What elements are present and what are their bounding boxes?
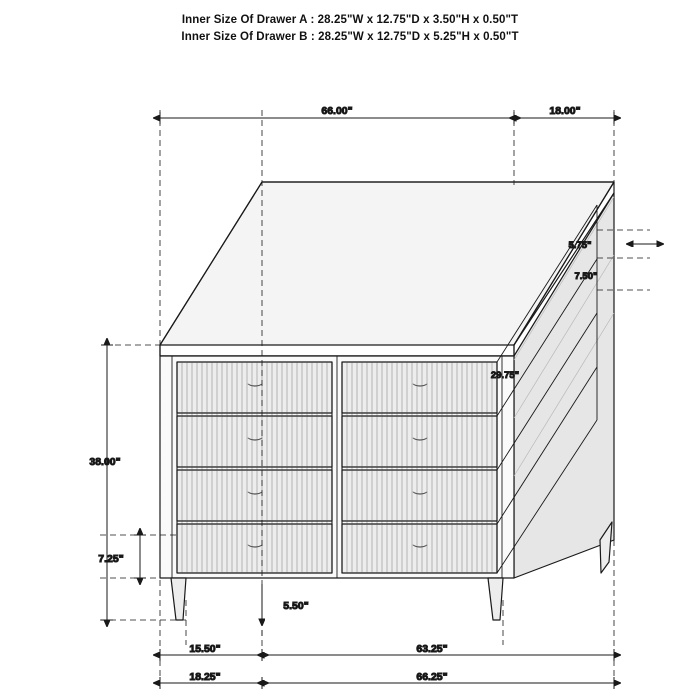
leg-front-right	[488, 578, 503, 620]
dim-label-total-height: 38.00"	[89, 456, 121, 468]
drawer-right-3[interactable]	[342, 470, 497, 521]
dim-label-drawer-mid: 7.50"	[574, 271, 598, 282]
drawer-b-spec: Inner Size Of Drawer B : 28.25"W x 12.75"D x 5.25"H x 0.50"T	[181, 31, 519, 43]
dim-label-top-width: 66.00"	[321, 105, 353, 117]
dim-total-height	[101, 345, 113, 620]
drawer-right-4[interactable]	[342, 524, 497, 573]
leg-front-left	[171, 578, 186, 620]
dresser-illustration	[160, 182, 614, 620]
dim-label-front-inner: 63.25"	[416, 643, 448, 655]
dim-label-case-inner-width: 29.75"	[490, 370, 520, 381]
dim-label-front-outer: 66.25"	[416, 671, 448, 683]
drawer-right-2[interactable]	[342, 416, 497, 467]
dim-leg-clearance	[134, 535, 146, 578]
drawer-right-1[interactable]	[342, 362, 497, 413]
dim-label-side-outer: 18.25"	[189, 671, 221, 683]
drawer-left-4[interactable]	[177, 524, 332, 573]
drawer-left-2[interactable]	[177, 416, 332, 467]
drawer-left-1[interactable]	[177, 362, 332, 413]
dim-label-leg-clearance: 7.25"	[98, 553, 124, 565]
dim-label-leg-height: 5.50"	[283, 600, 309, 612]
dim-label-top-depth: 18.00"	[549, 105, 581, 117]
dim-label-side-depth: 15.50"	[189, 643, 221, 655]
dim-label-drawer-small: 5.75"	[568, 240, 592, 251]
drawer-a-spec: Inner Size Of Drawer A : 28.25"W x 12.75"D x 3.50"H x 0.50"T	[181, 14, 519, 26]
drawer-left-3[interactable]	[177, 470, 332, 521]
